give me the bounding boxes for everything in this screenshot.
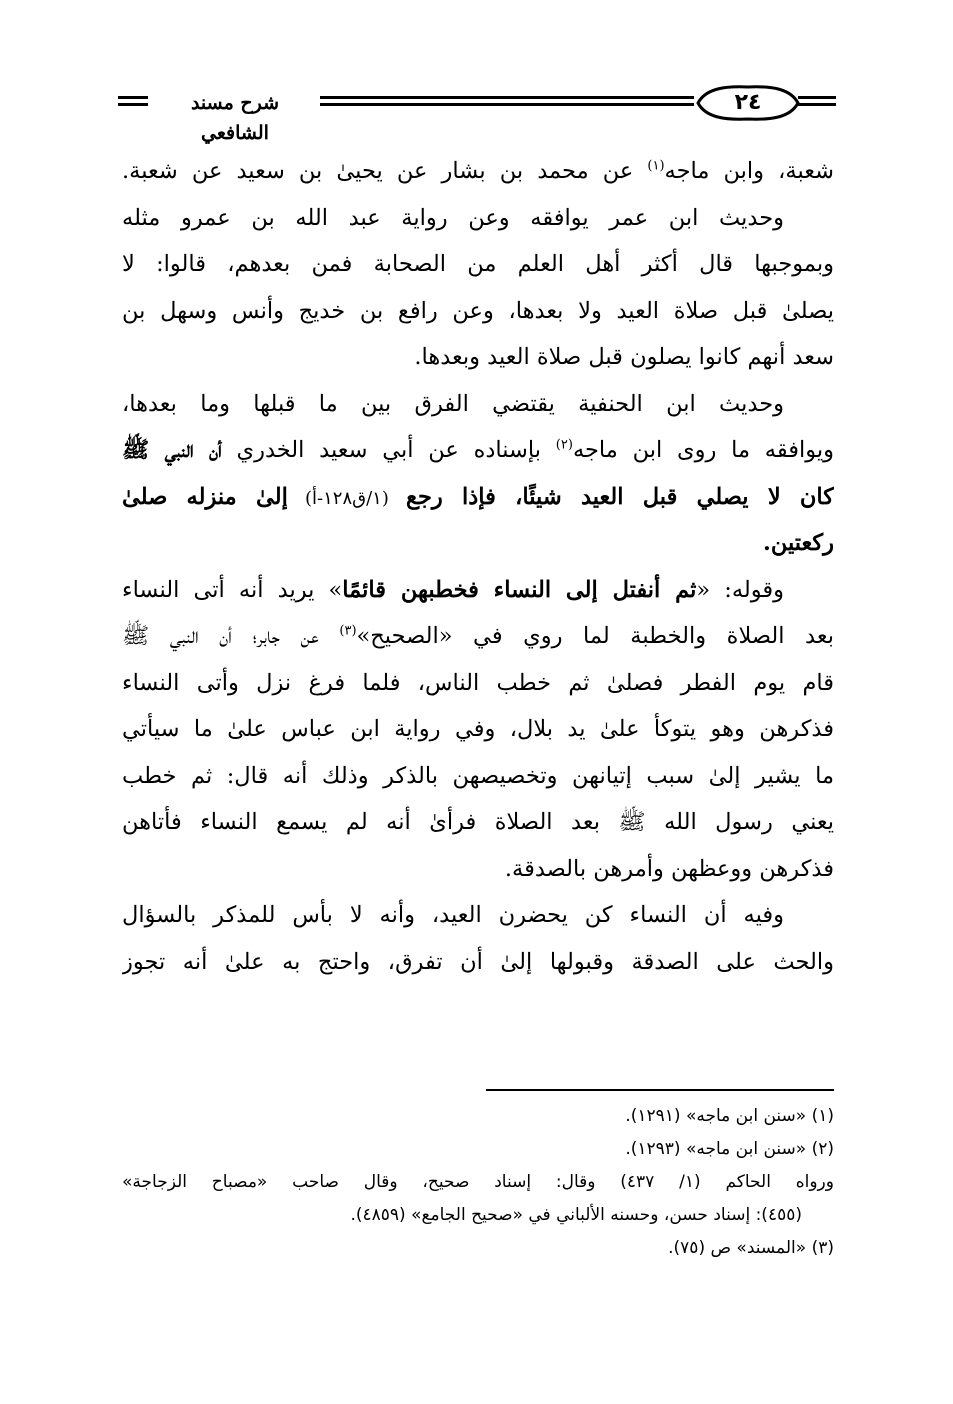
main-text: [122, 148, 834, 985]
footnote: (٣) «المسند» ص (٧٥).: [668, 1238, 834, 1258]
header-right-ornament: [798, 96, 836, 108]
header-left-ornament: [118, 96, 148, 108]
text-line: ركعتين.: [763, 530, 834, 556]
footnote: (١) «سنن ابن ماجه» (١٢٩١).: [625, 1106, 834, 1126]
text-line: يصلىٰ قبل صلاة العيد ولا بعدها، وعن رافع بن خديج وأنس وسهل بن: [122, 297, 834, 324]
text-line: بعد الصلاة والخطبة لما روي في «الصحيح»$^{(٣)}$ عن جابر؛ أن النبي ﷺ: [122, 623, 834, 649]
footnote-ref: (١): [647, 158, 665, 174]
page-header: [118, 82, 836, 144]
running-title: شرح مسند الشافعي: [190, 92, 280, 144]
text-line: سعد أنهم كانوا يصلون قبل صلاة العيد وبعدها.: [414, 344, 834, 370]
page-number: ٢٤: [734, 90, 762, 115]
text-line: والحث على الصدقة وقبولها إلىٰ أن تفرق، واحتج به علىٰ أنه تجوز: [122, 948, 834, 975]
footnote: ورواه الحاكم (١/ ٤٣٧) وقال: إسناد صحيح، وقال صاحب «مصباح الزجاجة»: [122, 1172, 834, 1192]
footnote: (٤٥٥): إسناد حسن، وحسنه الألباني في «صحيح الجامع» (٤٨٥٩).: [350, 1205, 802, 1225]
text-line: وفيه أن النساء كن يحضرن العيد، وأنه لا بأس للمذكر بالسؤال: [122, 902, 784, 928]
footnote-ref: (٣): [339, 623, 357, 639]
text-line: فذكرهن ووعظهن وأمرهن بالصدقة.: [504, 855, 834, 882]
text-line: قام يوم الفطر فصلىٰ ثم خطب الناس، فلما فرغ نزل وأتى النساء: [122, 669, 834, 696]
text-line: وبموجبها قال أكثر أهل العلم من الصحابة فمن بعدهم، قالوا: لا: [122, 251, 834, 277]
text-line: وحديث ابن الحنفية يقتضي الفرق بين ما قبلها وما بعدها،: [122, 390, 784, 417]
text-line: شعبة، وابن ماجه$^{(١)}$ عن محمد بن بشار عن يحيىٰ بن سعيد عن شعبة.: [122, 158, 834, 184]
quoted-text: ثم أنفتل إلى النساء فخطبهن قائمًا: [342, 576, 697, 603]
text-line: ما يشير إلىٰ سبب إتيانهن وتخصيصهن بالذكر وذلك أنه قال: ثم خطب: [122, 762, 834, 789]
text-line: فذكرهن وهو يتوكأ علىٰ يد بلال، وفي رواية ابن عباس علىٰ ما سيأتي: [122, 716, 834, 742]
footnote-ref: (٢): [555, 437, 573, 453]
header-rule: [320, 96, 694, 108]
text-line: ويوافقه ما روى ابن ماجه$^{(٢)}$ بإسناده عن أبي سعيد الخدري أن النبي ﷺ: [122, 437, 834, 463]
manuscript-ref: (١/ق١٢٨-أ): [287, 487, 406, 509]
text-line: وقوله: «ثم أنفتل إلى النساء فخطبهن قائمًا» يريد أنه أتى النساء: [122, 576, 785, 603]
footnote-separator: [486, 1089, 834, 1091]
footnotes: [122, 1100, 834, 1265]
footnote: (٢) «سنن ابن ماجه» (١٢٩٣).: [625, 1139, 834, 1159]
hadith-text: أن النبي ﷺ: [122, 437, 222, 463]
text-line: يعني رسول الله ﷺ بعد الصلاة فرأىٰ أنه لم يسمع النساء فأتاهن: [122, 809, 834, 835]
text-line: وحديث ابن عمر يوافقه وعن رواية عبد الله بن عمرو مثله: [122, 204, 784, 231]
text-line: كان لا يصلي قبل العيد شيئًا، فإذا رجع (١/ق١٢٨-أ) إلىٰ منزله صلىٰ: [122, 483, 834, 510]
